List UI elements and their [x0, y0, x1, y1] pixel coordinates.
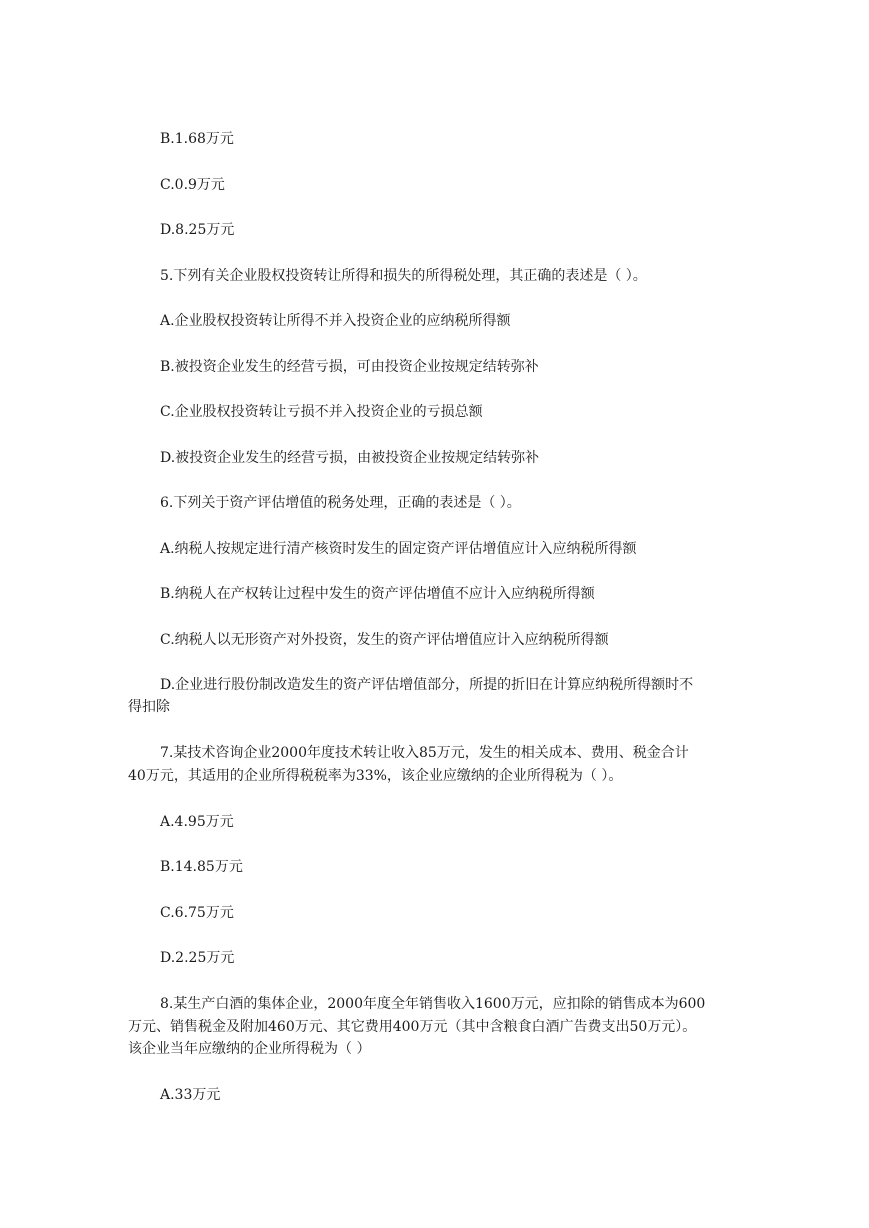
- question-8-line-2: 万元、销售税金及附加460万元、其它费用400万元（其中含粮食白酒广告费支出50万元）。: [128, 1019, 697, 1035]
- option-q7-c: C.6.75万元: [160, 905, 234, 921]
- question-8-line-1: 8.某生产白酒的集体企业，2000年度全年销售收入1600万元，应扣除的销售成本为600: [160, 996, 706, 1012]
- question-7-line-1: 7.某技术咨询企业2000年度技术转让收入85万元，发生的相关成本、费用、税金合计: [160, 745, 689, 761]
- option-q4-b: B.1.68万元: [160, 131, 234, 147]
- option-q5-d: D.被投资企业发生的经营亏损，由被投资企业按规定结转弥补: [160, 450, 540, 466]
- option-q8-a: A.33万元: [160, 1087, 221, 1103]
- option-q6-d-line-1: D.企业进行股份制改造发生的资产评估增值部分，所提的折旧在计算应纳税所得额时不: [160, 677, 694, 693]
- question-8-line-3: 该企业当年应缴纳的企业所得税为（ ）: [128, 1041, 371, 1057]
- question-5: 5.下列有关企业股权投资转让所得和损失的所得税处理，其正确的表述是（ ）。: [160, 268, 647, 284]
- option-q5-a: A.企业股权投资转让所得不并入投资企业的应纳税所得额: [160, 313, 511, 329]
- option-q7-d: D.2.25万元: [160, 950, 235, 966]
- option-q5-c: C.企业股权投资转让亏损不并入投资企业的亏损总额: [160, 404, 483, 420]
- option-q4-c: C.0.9万元: [160, 177, 225, 193]
- option-q4-d: D.8.25万元: [160, 222, 235, 238]
- question-6: 6.下列关于资产评估增值的税务处理，正确的表述是（ ）。: [160, 495, 521, 511]
- option-q6-b: B.纳税人在产权转让过程中发生的资产评估增值不应计入应纳税所得额: [160, 586, 595, 602]
- option-q5-b: B.被投资企业发生的经营亏损，可由投资企业按规定结转弥补: [160, 359, 539, 375]
- question-7-line-2: 40万元，其适用的企业所得税税率为33%，该企业应缴纳的企业所得税为（ ）。: [128, 768, 623, 784]
- option-q7-a: A.4.95万元: [160, 814, 234, 830]
- option-q6-d-line-2: 得扣除: [128, 699, 170, 715]
- option-q7-b: B.14.85万元: [160, 859, 243, 875]
- option-q6-a: A.纳税人按规定进行清产核资时发生的固定资产评估增值应计入应纳税所得额: [160, 541, 637, 557]
- option-q6-c: C.纳税人以无形资产对外投资，发生的资产评估增值应计入应纳税所得额: [160, 632, 609, 648]
